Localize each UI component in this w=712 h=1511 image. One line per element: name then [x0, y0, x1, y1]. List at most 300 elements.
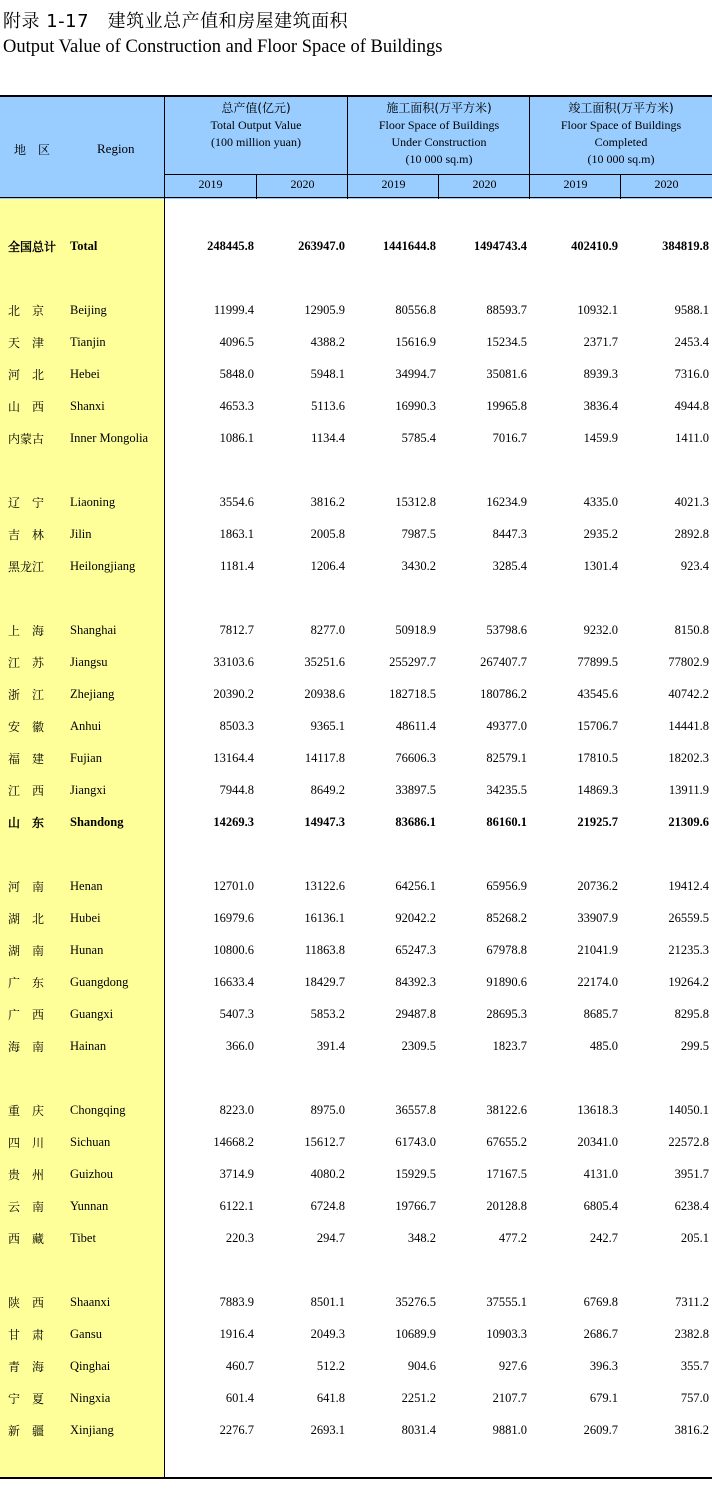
table-cell-value: 2276.7 [219, 1423, 254, 1437]
table-cell-value: 396.3 [589, 1359, 618, 1373]
table-cell-value: 28695.3 [486, 1007, 527, 1021]
table-row [0, 942, 712, 960]
table-cell-value: 2892.8 [674, 527, 709, 541]
table-cell-value: 4021.3 [674, 495, 709, 509]
table-cell-value: 22174.0 [577, 975, 618, 989]
header-completed-zh: 竣工面积(万平方米) [568, 101, 674, 115]
table-cell-value: 8277.0 [310, 623, 345, 637]
region-name-zh: 天 津 [8, 336, 45, 350]
table-cell-value: 1301.4 [583, 559, 618, 573]
table-cell-value: 6238.4 [674, 1199, 709, 1213]
table-cell-value: 82579.1 [486, 751, 527, 765]
table-cell-value: 9365.1 [310, 719, 345, 733]
table-cell-value: 8501.1 [310, 1295, 345, 1309]
region-name-zh: 贵 州 [8, 1168, 45, 1182]
table-row [0, 1198, 712, 1216]
region-name-zh: 江 苏 [8, 656, 45, 670]
table-cell-value: 9232.0 [583, 623, 618, 637]
table-cell-value: 19766.7 [395, 1199, 436, 1213]
region-name-zh: 云 南 [8, 1200, 45, 1214]
table-cell-value: 16234.9 [486, 495, 527, 509]
table-cell-value: 402410.9 [571, 239, 618, 253]
table-cell-value: 33103.6 [213, 655, 254, 669]
table-cell-value: 12905.9 [304, 303, 345, 317]
table-cell-value: 601.4 [225, 1391, 254, 1405]
table-cell-value: 3951.7 [674, 1167, 709, 1181]
region-name-en: Shanghai [70, 623, 117, 637]
table-row [0, 334, 712, 352]
table-cell-value: 2686.7 [583, 1327, 618, 1341]
region-name-zh: 吉 林 [8, 528, 45, 542]
table-row [0, 622, 712, 640]
table-cell-value: 477.2 [498, 1231, 527, 1245]
table-row [0, 1006, 712, 1024]
table-cell-value: 2005.8 [310, 527, 345, 541]
table-cell-value: 34235.5 [486, 783, 527, 797]
year-header: 2020 [472, 177, 497, 191]
table-cell-value: 86160.1 [486, 815, 527, 829]
table-bottom-rule [0, 1477, 712, 1479]
table-cell-value: 16136.1 [304, 911, 345, 925]
region-name-zh: 广 东 [8, 976, 45, 990]
table-cell-value: 50918.9 [395, 623, 436, 637]
table-cell-value: 263947.0 [298, 239, 345, 253]
table-row [0, 526, 712, 544]
table-cell-value: 255297.7 [389, 655, 436, 669]
table-cell-value: 757.0 [680, 1391, 709, 1405]
table-cell-value: 2107.7 [492, 1391, 527, 1405]
table-cell-value: 10903.3 [486, 1327, 527, 1341]
table-cell-value: 8223.0 [219, 1103, 254, 1117]
table-cell-value: 299.5 [680, 1039, 709, 1053]
table-cell-value: 14269.3 [213, 815, 254, 829]
table-row [0, 494, 712, 512]
region-name-zh: 北 京 [8, 304, 45, 318]
region-name-zh: 海 南 [8, 1040, 45, 1054]
table-row [0, 814, 712, 832]
header-total-output-en: Total Output Value [210, 118, 302, 132]
table-cell-value: 8150.8 [674, 623, 709, 637]
region-name-en: Inner Mongolia [70, 431, 149, 445]
year-header: 2020 [654, 177, 679, 191]
table-row [0, 366, 712, 384]
region-name-zh: 江 西 [8, 784, 45, 798]
header-completed-unit: (10 000 sq.m) [587, 152, 655, 166]
table-cell-value: 3836.4 [583, 399, 618, 413]
table-cell-value: 242.7 [589, 1231, 618, 1245]
table-cell-value: 3816.2 [674, 1423, 709, 1437]
table-cell-value: 2251.2 [401, 1391, 436, 1405]
table-cell-value: 6724.8 [310, 1199, 345, 1213]
region-name-en: Chongqing [70, 1103, 126, 1117]
table-cell-value: 13911.9 [668, 783, 709, 797]
table-row [0, 1102, 712, 1120]
table-cell-value: 6769.8 [583, 1295, 618, 1309]
region-header-zh: 地 区 [14, 143, 51, 157]
table-cell-value: 65247.3 [395, 943, 436, 957]
region-name-zh: 重 庆 [8, 1104, 45, 1118]
table-cell-value: 77899.5 [577, 655, 618, 669]
table-cell-value: 2693.1 [310, 1423, 345, 1437]
table-row [0, 1390, 712, 1408]
table-row [0, 1230, 712, 1248]
table-cell-value: 4944.8 [674, 399, 709, 413]
region-name-zh: 安 徽 [8, 720, 45, 734]
table-cell-value: 13618.3 [577, 1103, 618, 1117]
table-cell-value: 5407.3 [219, 1007, 254, 1021]
header-under-construction-en1: Floor Space of Buildings [378, 118, 500, 132]
region-name-en: Fujian [70, 751, 102, 765]
table-cell-value: 1459.9 [583, 431, 618, 445]
table-cell-value: 205.1 [680, 1231, 709, 1245]
table-cell-value: 2049.3 [310, 1327, 345, 1341]
region-name-en: Hebei [70, 367, 100, 381]
table-cell-value: 67978.8 [486, 943, 527, 957]
region-name-en: Jilin [70, 527, 92, 541]
table-top-rule [0, 95, 712, 97]
region-name-zh: 辽 宁 [8, 496, 45, 510]
year-header: 2020 [290, 177, 315, 191]
table-cell-value: 4131.0 [583, 1167, 618, 1181]
region-name-en: Anhui [70, 719, 102, 733]
region-name-zh: 福 建 [8, 752, 45, 766]
table-cell-value: 17167.5 [486, 1167, 527, 1181]
table-cell-value: 2382.8 [674, 1327, 709, 1341]
table-row [0, 910, 712, 928]
table-row [0, 654, 712, 672]
table-cell-value: 21309.6 [668, 815, 709, 829]
table-cell-value: 22572.8 [668, 1135, 709, 1149]
table-cell-value: 35081.6 [486, 367, 527, 381]
table-cell-value: 16979.6 [213, 911, 254, 925]
table-cell-value: 904.6 [407, 1359, 436, 1373]
table-cell-value: 1181.4 [220, 559, 254, 573]
year-header: 2019 [563, 177, 588, 191]
statistics-table [0, 95, 712, 1479]
header-completed-en1: Floor Space of Buildings [560, 118, 682, 132]
region-name-en: Heilongjiang [70, 559, 136, 573]
table-cell-value: 3714.9 [219, 1167, 254, 1181]
region-name-en: Jiangsu [70, 655, 108, 669]
region-name-en: Guangxi [70, 1007, 114, 1021]
table-cell-value: 33907.9 [577, 911, 618, 925]
region-name-zh: 四 川 [8, 1136, 45, 1150]
table-cell-value: 6122.1 [219, 1199, 254, 1213]
table-cell-value: 20341.0 [577, 1135, 618, 1149]
table-cell-value: 91890.6 [486, 975, 527, 989]
table-cell-value: 15234.5 [486, 335, 527, 349]
table-cell-value: 8975.0 [310, 1103, 345, 1117]
region-name-en: Total [70, 239, 98, 253]
region-name-en: Yunnan [70, 1199, 109, 1213]
table-cell-value: 1441644.8 [382, 239, 436, 253]
region-name-zh: 陕 西 [8, 1296, 45, 1310]
table-cell-value: 76606.3 [395, 751, 436, 765]
table-row [0, 1294, 712, 1312]
table-cell-value: 53798.6 [486, 623, 527, 637]
table-cell-value: 9588.1 [674, 303, 709, 317]
table-cell-value: 14050.1 [668, 1103, 709, 1117]
table-cell-value: 3554.6 [219, 495, 254, 509]
region-name-zh: 山 东 [8, 816, 45, 830]
table-cell-value: 14668.2 [213, 1135, 254, 1149]
table-cell-value: 1494743.4 [473, 239, 527, 253]
table-cell-value: 8685.7 [583, 1007, 618, 1021]
table-row [0, 398, 712, 416]
table-cell-value: 267407.7 [480, 655, 527, 669]
table-cell-value: 1086.1 [219, 431, 254, 445]
table-cell-value: 7316.0 [674, 367, 709, 381]
region-name-zh: 湖 北 [8, 912, 45, 926]
header-under-construction-en2: Under Construction [391, 135, 487, 149]
table-cell-value: 4388.2 [310, 335, 345, 349]
region-name-en: Guizhou [70, 1167, 114, 1181]
region-name-zh: 河 北 [8, 368, 45, 382]
table-cell-value: 1134.4 [311, 431, 345, 445]
table-cell-value: 2935.2 [583, 527, 618, 541]
table-cell-value: 1863.1 [219, 527, 254, 541]
table-cell-value: 49377.0 [486, 719, 527, 733]
table-cell-value: 5785.4 [401, 431, 436, 445]
table-cell-value: 92042.2 [395, 911, 436, 925]
table-cell-value: 248445.8 [207, 239, 254, 253]
page-title-en: Output Value of Construction and Floor Space of Buildings [3, 37, 443, 57]
table-cell-value: 20736.2 [577, 879, 618, 893]
table-cell-value: 7883.9 [219, 1295, 254, 1309]
year-header: 2019 [381, 177, 406, 191]
table-cell-value: 485.0 [589, 1039, 618, 1053]
table-row [0, 750, 712, 768]
table-cell-value: 927.6 [498, 1359, 527, 1373]
table-cell-value: 6805.4 [583, 1199, 618, 1213]
table-cell-value: 10932.1 [577, 303, 618, 317]
region-name-zh: 宁 夏 [8, 1392, 45, 1406]
table-cell-value: 16990.3 [395, 399, 436, 413]
table-row [0, 302, 712, 320]
table-cell-value: 512.2 [316, 1359, 345, 1373]
table-cell-value: 19412.4 [668, 879, 709, 893]
table-cell-value: 11863.8 [304, 943, 345, 957]
table-cell-value: 12701.0 [213, 879, 254, 893]
table-cell-value: 1916.4 [219, 1327, 254, 1341]
table-cell-value: 5948.1 [310, 367, 345, 381]
table-cell-value: 2609.7 [583, 1423, 618, 1437]
table-cell-value: 48611.4 [395, 719, 436, 733]
table-cell-value: 80556.8 [395, 303, 436, 317]
region-name-zh: 西 藏 [8, 1232, 45, 1246]
header-completed-en2: Completed [594, 135, 648, 149]
table-row [0, 1166, 712, 1184]
table-cell-value: 294.7 [316, 1231, 345, 1245]
table-cell-value: 19965.8 [486, 399, 527, 413]
table-cell-value: 3285.4 [492, 559, 527, 573]
table-row [0, 1326, 712, 1344]
table-cell-value: 14117.8 [304, 751, 345, 765]
table-cell-value: 7311.2 [675, 1295, 709, 1309]
table-cell-value: 15616.9 [395, 335, 436, 349]
region-name-en: Hubei [70, 911, 101, 925]
region-name-en: Hunan [70, 943, 104, 957]
region-name-zh: 山 西 [8, 400, 45, 414]
table-cell-value: 2309.5 [401, 1039, 436, 1053]
table-row [0, 974, 712, 992]
region-name-en: Tibet [70, 1231, 96, 1245]
table-cell-value: 8503.3 [219, 719, 254, 733]
region-name-en: Hainan [70, 1039, 107, 1053]
table-cell-value: 36557.8 [395, 1103, 436, 1117]
table-row [0, 1422, 712, 1440]
table-cell-value: 18202.3 [668, 751, 709, 765]
table-cell-value: 35276.5 [395, 1295, 436, 1309]
table-cell-value: 8447.3 [492, 527, 527, 541]
region-name-en: Gansu [70, 1327, 102, 1341]
table-cell-value: 679.1 [589, 1391, 618, 1405]
table-cell-value: 43545.6 [577, 687, 618, 701]
region-name-en: Beijing [70, 303, 107, 317]
table-row [0, 1038, 712, 1056]
region-name-en: Jiangxi [70, 783, 107, 797]
table-row [0, 782, 712, 800]
table-cell-value: 37555.1 [486, 1295, 527, 1309]
table-cell-value: 182718.5 [389, 687, 436, 701]
table-cell-value: 17810.5 [577, 751, 618, 765]
region-name-en: Ningxia [70, 1391, 111, 1405]
table-row [0, 430, 712, 448]
table-cell-value: 10800.6 [213, 943, 254, 957]
region-name-en: Henan [70, 879, 103, 893]
table-cell-value: 40742.2 [668, 687, 709, 701]
table-cell-value: 21235.3 [668, 943, 709, 957]
table-cell-value: 391.4 [316, 1039, 345, 1053]
region-name-zh: 黑龙江 [8, 560, 45, 574]
table-cell-value: 3816.2 [310, 495, 345, 509]
header-bottom-rule [0, 197, 712, 198]
table-cell-value: 35251.6 [304, 655, 345, 669]
region-name-zh: 上 海 [8, 624, 45, 638]
region-name-en: Shandong [70, 815, 124, 829]
table-cell-value: 20390.2 [213, 687, 254, 701]
table-cell-value: 65956.9 [486, 879, 527, 893]
table-cell-value: 348.2 [407, 1231, 436, 1245]
table-cell-value: 26559.5 [668, 911, 709, 925]
table-cell-value: 4096.5 [219, 335, 254, 349]
region-name-en: Qinghai [70, 1359, 111, 1373]
table-cell-value: 8031.4 [401, 1423, 436, 1437]
table-row [0, 238, 712, 256]
region-name-zh: 湖 南 [8, 944, 45, 958]
header-under-construction-zh: 施工面积(万平方米) [386, 101, 492, 115]
table-cell-value: 29487.8 [395, 1007, 436, 1021]
table-cell-value: 85268.2 [486, 911, 527, 925]
table-cell-value: 2453.4 [674, 335, 709, 349]
region-name-en: Xinjiang [70, 1423, 114, 1437]
header-under-construction-unit: (10 000 sq.m) [405, 152, 473, 166]
table-cell-value: 10689.9 [395, 1327, 436, 1341]
region-header-en: Region [97, 141, 135, 156]
table-cell-value: 88593.7 [486, 303, 527, 317]
table-row [0, 1358, 712, 1376]
table-cell-value: 14947.3 [304, 815, 345, 829]
table-cell-value: 13164.4 [213, 751, 254, 765]
table-cell-value: 7016.7 [492, 431, 527, 445]
table-cell-value: 8649.2 [310, 783, 345, 797]
table-cell-value: 4335.0 [583, 495, 618, 509]
table-row [0, 878, 712, 896]
table-cell-value: 15312.8 [395, 495, 436, 509]
table-cell-value: 11999.4 [213, 303, 254, 317]
table-cell-value: 19264.2 [668, 975, 709, 989]
table-cell-value: 13122.6 [304, 879, 345, 893]
region-name-zh: 广 西 [8, 1008, 45, 1022]
page-title-zh: 附录 1-17 建筑业总产值和房屋建筑面积 [3, 11, 349, 32]
table-cell-value: 8295.8 [674, 1007, 709, 1021]
table-row [0, 686, 712, 704]
header-under-construction [348, 100, 530, 168]
table-cell-value: 7812.7 [219, 623, 254, 637]
table-row [0, 718, 712, 736]
region-name-zh: 全国总计 [8, 240, 57, 254]
table-cell-value: 4653.3 [219, 399, 254, 413]
table-cell-value: 180786.2 [480, 687, 527, 701]
header-completed [530, 100, 712, 168]
region-name-zh: 甘 肃 [8, 1328, 45, 1342]
table-cell-value: 21925.7 [577, 815, 618, 829]
table-cell-value: 1206.4 [310, 559, 345, 573]
table-cell-value: 7987.5 [401, 527, 436, 541]
table-cell-value: 8939.3 [583, 367, 618, 381]
region-name-en: Tianjin [70, 335, 106, 349]
table-cell-value: 355.7 [680, 1359, 709, 1373]
table-cell-value: 14869.3 [577, 783, 618, 797]
table-cell-value: 64256.1 [395, 879, 436, 893]
table-cell-value: 5848.0 [219, 367, 254, 381]
header-total-output [165, 100, 347, 151]
region-name-en: Guangdong [70, 975, 129, 989]
table-cell-value: 61743.0 [395, 1135, 436, 1149]
table-cell-value: 9881.0 [492, 1423, 527, 1437]
table-cell-value: 15612.7 [304, 1135, 345, 1149]
table-cell-value: 1411.0 [675, 431, 709, 445]
table-cell-value: 384819.8 [662, 239, 709, 253]
table-cell-value: 2371.7 [583, 335, 618, 349]
table-cell-value: 15706.7 [577, 719, 618, 733]
table-row [0, 1134, 712, 1152]
table-cell-value: 4080.2 [310, 1167, 345, 1181]
region-name-en: Zhejiang [70, 687, 115, 701]
table-cell-value: 77802.9 [668, 655, 709, 669]
table-cell-value: 15929.5 [395, 1167, 436, 1181]
table-cell-value: 34994.7 [395, 367, 436, 381]
table-cell-value: 7944.8 [219, 783, 254, 797]
region-name-zh: 浙 江 [8, 688, 45, 702]
table-cell-value: 14441.8 [668, 719, 709, 733]
table-cell-value: 1823.7 [492, 1039, 527, 1053]
table-cell-value: 18429.7 [304, 975, 345, 989]
table-cell-value: 20128.8 [486, 1199, 527, 1213]
header-total-output-zh: 总产值(亿元) [221, 101, 291, 115]
table-cell-value: 3430.2 [401, 559, 436, 573]
table-row [0, 558, 712, 576]
table-cell-value: 38122.6 [486, 1103, 527, 1117]
year-header: 2019 [198, 177, 223, 191]
region-name-zh: 内蒙古 [8, 432, 45, 446]
region-name-en: Shaanxi [70, 1295, 111, 1309]
header-total-output-unit: (100 million yuan) [211, 135, 301, 149]
table-cell-value: 641.8 [316, 1391, 345, 1405]
table-cell-value: 5113.6 [311, 399, 345, 413]
table-cell-value: 460.7 [225, 1359, 254, 1373]
table-cell-value: 366.0 [225, 1039, 254, 1053]
